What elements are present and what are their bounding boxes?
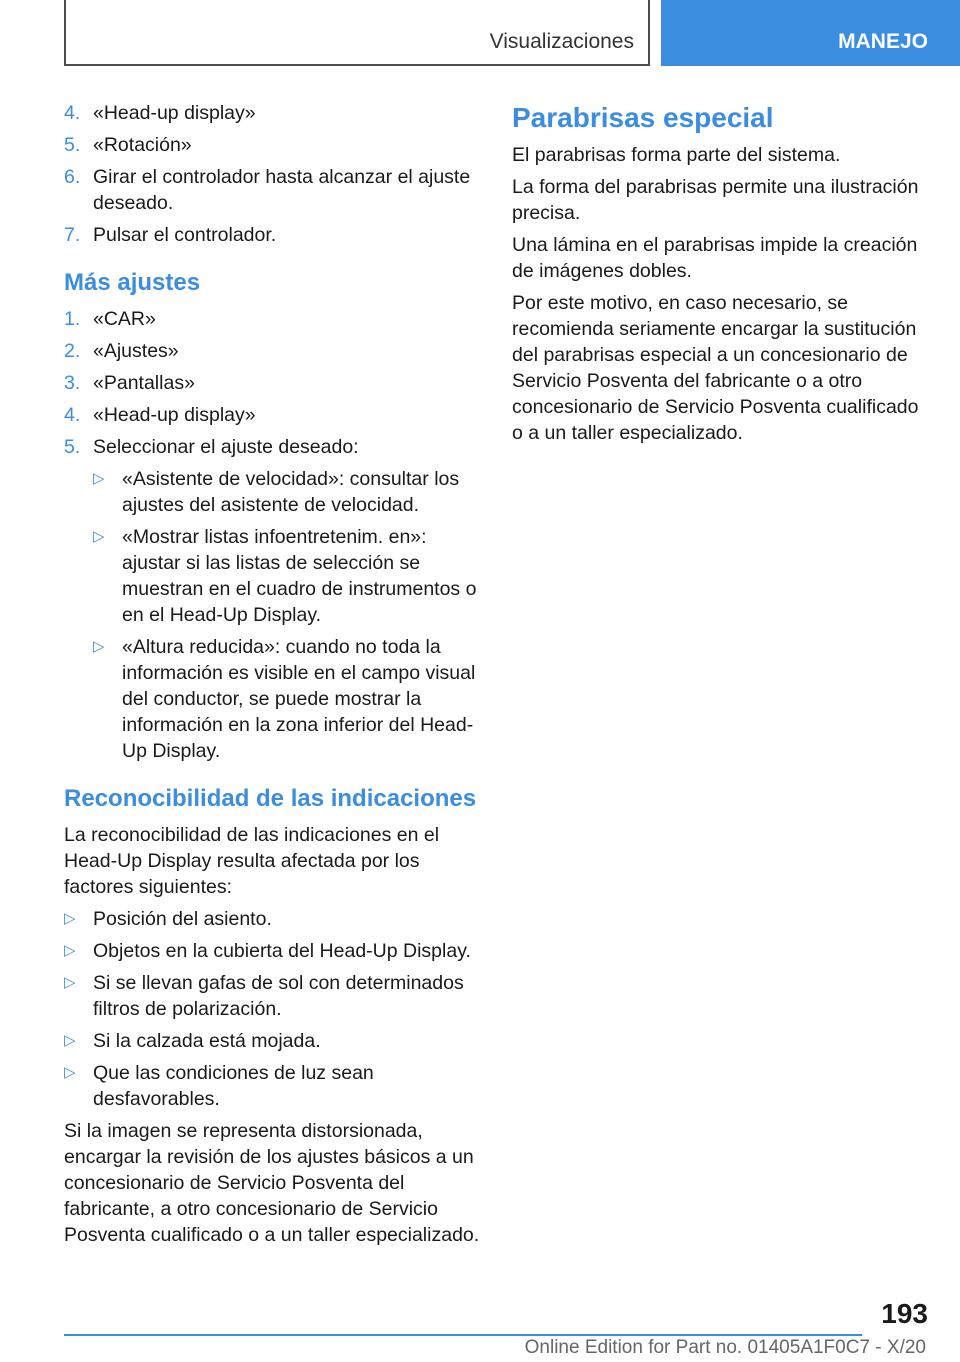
sub-bullet-list <box>93 466 482 764</box>
right-column <box>512 100 932 452</box>
list-item: 4. «Head-up display» <box>64 404 256 426</box>
factors-list <box>64 906 482 1112</box>
list-item: 2. «Ajustes» <box>64 340 179 362</box>
list-item: 3. «Pantallas» <box>64 372 195 394</box>
triangle-right-icon: ▷ <box>64 1064 76 1081</box>
list-item: ▷ Posición del asiento. <box>64 908 272 930</box>
list-item: 7. Pulsar el controlador. <box>64 224 277 246</box>
list-item: ▷ Objetos en la cubierta del Head-Up Display. <box>64 940 471 962</box>
list-item: 1. «CAR» <box>64 308 156 330</box>
heading-windshield: Parabrisas especial <box>512 102 774 133</box>
list-item: 5. «Rotación» <box>64 134 192 156</box>
chapter-tab-label: MANEJO <box>838 30 928 53</box>
heading-recognizability: Reconocibilidad de las indicaciones <box>64 785 477 812</box>
footer-divider <box>64 1334 862 1336</box>
footer-edition: Online Edition for Part no. 01405A1F0C7 - X/20 <box>524 1337 926 1358</box>
triangle-right-icon: ▷ <box>64 974 76 991</box>
recognizability-intro: La reconocibilidad de las indicaciones en el Head-Up Display resulta afectada por los factores siguientes: <box>64 824 440 898</box>
list-item: ▷ «Asistente de velocidad»: consultar los ajustes del asistente de velocidad. <box>93 468 460 516</box>
list-item: 5. Seleccionar el ajuste deseado: <box>64 436 359 458</box>
paragraph: Por este motivo, en caso necesario, se recomienda seriamente encargar la sustitución del parabrisas especial a un concesionario de Servicio Posventa del fabricante o a otro concesionario de Servicio Posventa cualificado o a un taller especializado. <box>512 292 919 444</box>
triangle-right-icon: ▷ <box>64 942 76 959</box>
triangle-right-icon: ▷ <box>64 910 76 927</box>
list-item: ▷ «Altura reducida»: cuando no toda la información es visible en el campo visual del conductor, se puede mostrar la información en la zona inferior del Head-Up Display. <box>93 636 476 762</box>
triangle-right-icon: ▷ <box>64 1032 76 1049</box>
paragraph: Una lámina en el parabrisas impide la creación de imágenes dobles. <box>512 234 918 282</box>
triangle-right-icon: ▷ <box>93 470 105 487</box>
list-item: ▷ Que las condiciones de luz sean desfavorables. <box>64 1062 374 1110</box>
chapter-tab[interactable] <box>661 0 960 66</box>
list-item: 4. «Head-up display» <box>64 102 256 124</box>
triangle-right-icon: ▷ <box>93 528 105 545</box>
left-column <box>64 100 482 1254</box>
triangle-right-icon: ▷ <box>93 638 105 655</box>
list-item: ▷ Si se llevan gafas de sol con determinados filtros de polarización. <box>64 972 464 1020</box>
heading-more-settings: Más ajustes <box>64 269 201 296</box>
steps-list-a <box>64 100 482 248</box>
list-item: ▷ «Mostrar listas infoentretenim. en»: ajustar si las listas de selección se muestran en el cuadro de instrumentos o en el Head-Up Display. <box>93 526 477 626</box>
recognizability-outro: Si la imagen se representa distorsionada, encargar la revisión de los ajustes básicos a un concesionario de Servicio Posventa del fabricante, a otro concesionario de Servicio Posventa cualificado o a un taller especializado. <box>64 1120 480 1246</box>
list-item: ▷ Si la calzada está mojada. <box>64 1030 321 1052</box>
section-title: Visualizaciones <box>489 30 634 53</box>
list-item: 6. Girar el controlador hasta alcanzar el ajuste deseado. <box>64 166 471 214</box>
page-number: 193 <box>881 1298 928 1329</box>
steps-list-b <box>64 306 482 460</box>
paragraph: El parabrisas forma parte del sistema. <box>512 144 841 166</box>
paragraph: La forma del parabrisas permite una ilustración precisa. <box>512 176 919 224</box>
header-box <box>64 0 650 66</box>
